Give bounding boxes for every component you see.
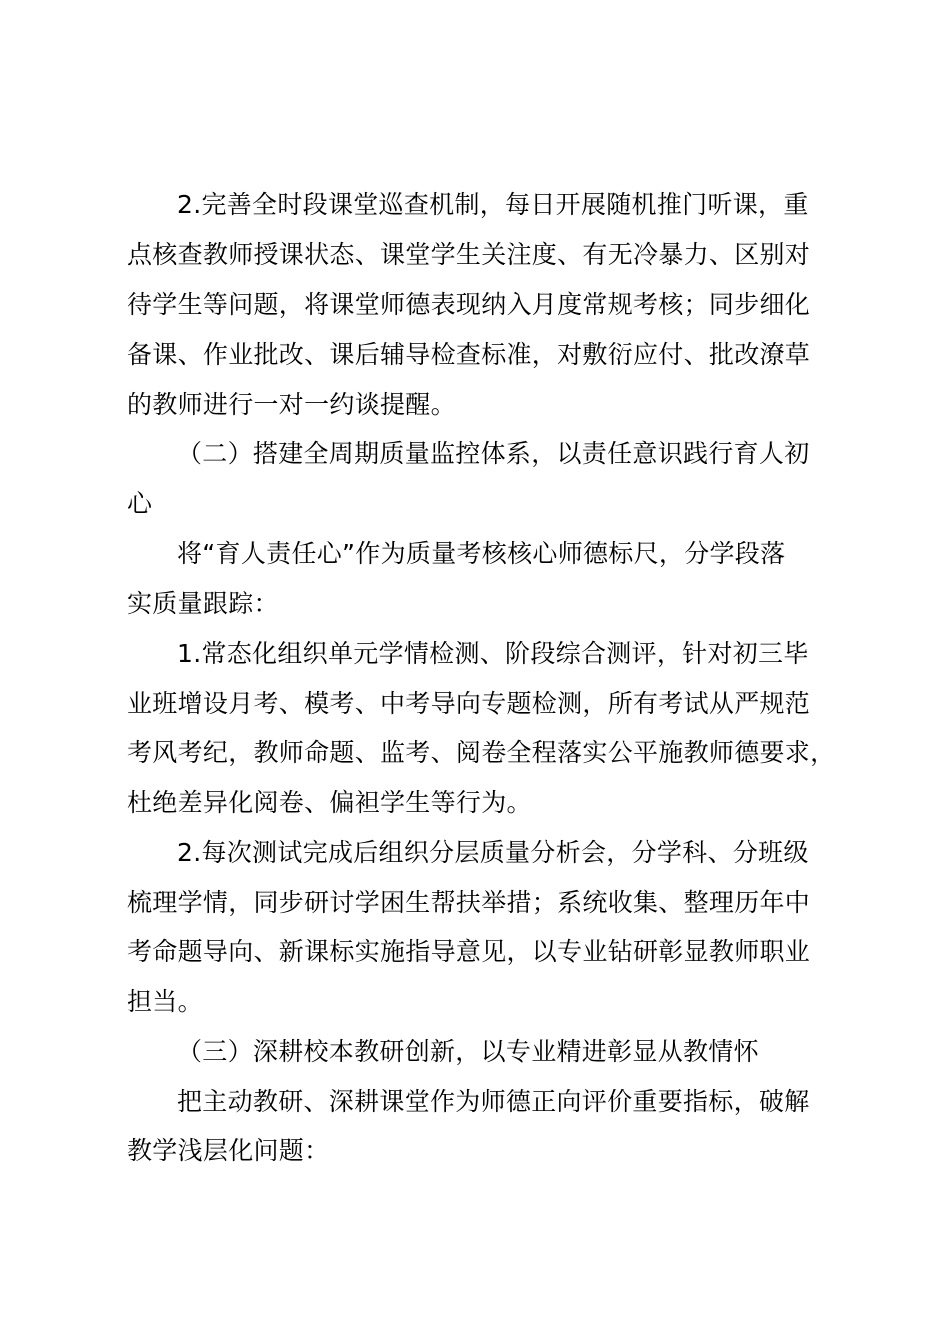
paragraph-line: 待学生等问题，将课堂师德表现纳入月度常规考核；同步细化 — [127, 290, 811, 319]
paragraph-line: 2.完善全时段课堂巡查机制，每日开展随机推门听课，重 — [177, 190, 809, 219]
paragraph-line: 点核查教师授课状态、课堂学生关注度、有无冷暴力、区别对 — [127, 240, 811, 269]
paragraph-line: 业班增设月考、模考、中考导向专题检测，所有考试从严规范 — [127, 689, 811, 718]
paragraph-line: 考风考纪，教师命题、监考、阅卷全程落实公平施教师德要求， — [127, 738, 836, 767]
section-heading: （三）深耕校本教研创新，以专业精进彰显从教情怀 — [177, 1037, 759, 1066]
paragraph-line: 1.常态化组织单元学情检测、阶段综合测评，针对初三毕 — [177, 639, 809, 668]
paragraph-line: 梳理学情，同步研讨学困生帮扶举措；系统收集、整理历年中 — [127, 888, 811, 917]
section-heading-cont: 心 — [127, 489, 153, 518]
paragraph-line: 2.每次测试完成后组织分层质量分析会，分学科、分班级 — [177, 838, 809, 867]
section-heading: （二）搭建全周期质量监控体系，以责任意识践行育人初 — [177, 439, 810, 468]
paragraph-line: 担当。 — [127, 987, 203, 1016]
paragraph-line: 的教师进行一对一约谈提醒。 — [127, 390, 456, 419]
paragraph-line: 把主动教研、深耕课堂作为师德正向评价重要指标，破解 — [177, 1087, 810, 1116]
paragraph-line: 实质量跟踪： — [127, 589, 279, 618]
paragraph-line: 考命题导向、新课标实施指导意见，以专业钻研彰显教师职业 — [127, 937, 811, 966]
paragraph-line: 备课、作业批改、课后辅导检查标准，对敷衍应付、批改潦草 — [127, 340, 811, 369]
paragraph-line: 将“育人责任心”作为质量考核核心师德标尺，分学段落 — [177, 539, 786, 568]
paragraph-line: 教学浅层化问题： — [127, 1136, 330, 1165]
paragraph-line: 杜绝差异化阅卷、偏袒学生等行为。 — [127, 788, 532, 817]
